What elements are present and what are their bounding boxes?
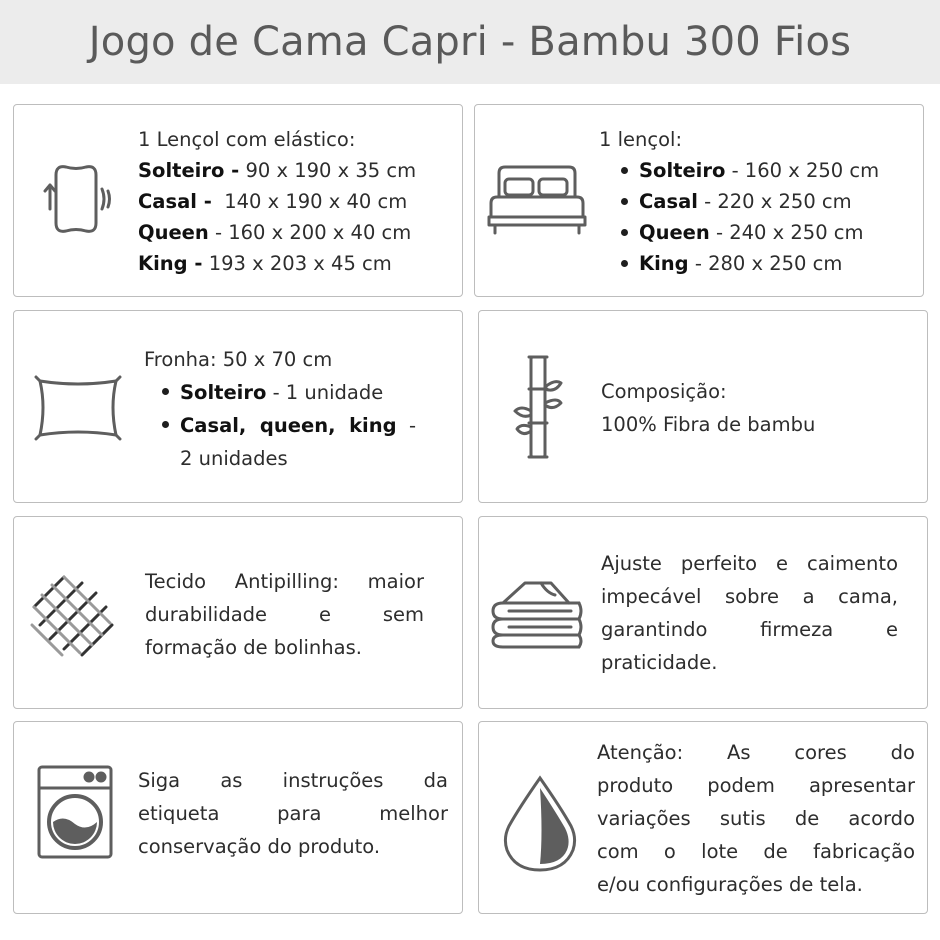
fitted-sheet-text xyxy=(138,124,458,279)
fit-card xyxy=(478,516,928,709)
attention-line: e/ou configurações de tela. xyxy=(597,873,863,896)
flat-sheet-card xyxy=(474,104,924,297)
pillowcase-text xyxy=(144,343,426,475)
list-item: Solteiro - 160 x 250 cm xyxy=(617,155,919,186)
care-text xyxy=(138,764,448,863)
antipilling-line: formação de bolinhas. xyxy=(145,636,362,659)
page-title: Jogo de Cama Capri - Bambu 300 Fios xyxy=(88,19,852,65)
list-item: Queen - 240 x 250 cm xyxy=(617,217,919,248)
antipilling-line: Tecido Antipilling: maior xyxy=(145,570,424,593)
attention-card xyxy=(478,721,928,914)
fitted-sheet-row: Solteiro - 90 x 190 x 35 cm xyxy=(138,159,417,182)
list-item: King - 280 x 250 cm xyxy=(617,248,919,279)
antipilling-text xyxy=(145,565,424,664)
care-line: Siga as instruções da xyxy=(138,769,448,792)
fitted-sheet-row: Casal - 140 x 190 x 40 cm xyxy=(138,190,408,213)
fit-line: impecável sobre a cama, xyxy=(601,585,898,608)
fit-line: Ajuste perfeito e caimento xyxy=(601,552,898,575)
page-header xyxy=(0,0,940,84)
fabric-weave-icon xyxy=(24,567,120,663)
list-item: Casal - 220 x 250 cm xyxy=(617,186,919,217)
fitted-sheet-icon xyxy=(42,161,122,237)
flat-sheet-heading: 1 lençol: xyxy=(599,128,683,151)
water-drop-icon xyxy=(501,774,579,874)
attention-line: produto podem apresentar xyxy=(597,774,915,797)
fitted-sheet-heading: 1 Lençol com elástico: xyxy=(138,128,356,151)
care-card xyxy=(13,721,463,914)
pillowcase-heading: Fronha: 50 x 70 cm xyxy=(144,348,333,371)
folded-sheets-icon xyxy=(489,575,585,649)
fit-line: praticidade. xyxy=(601,651,718,674)
pillow-icon xyxy=(32,373,124,443)
fitted-sheet-row: King - 193 x 203 x 45 cm xyxy=(138,252,392,275)
attention-line: com o lote de fabricação xyxy=(597,840,915,863)
composition-label: Composição: xyxy=(601,380,727,403)
bed-icon xyxy=(487,161,587,241)
fit-text xyxy=(601,547,898,679)
attention-line: variações sutis de acordo xyxy=(597,807,915,830)
composition-value: 100% Fibra de bambu xyxy=(601,413,816,436)
composition-card xyxy=(478,310,928,503)
pillowcase-continuation: 2 unidades xyxy=(180,447,288,470)
fitted-sheet-row: Queen - 160 x 200 x 40 cm xyxy=(138,221,412,244)
fit-line: garantindo firmeza e xyxy=(601,618,898,641)
antipilling-line: durabilidade e sem xyxy=(145,603,424,626)
list-item: Solteiro - 1 unidade xyxy=(158,376,426,409)
care-line: etiqueta para melhor xyxy=(138,802,448,825)
composition-text xyxy=(601,375,901,441)
list-item: Casal, queen, king - xyxy=(158,409,426,442)
attention-line: Atenção: As cores do xyxy=(597,741,915,764)
washing-machine-icon xyxy=(36,764,114,860)
care-line: conservação do produto. xyxy=(138,835,381,858)
bamboo-icon xyxy=(511,353,567,461)
fitted-sheet-card xyxy=(13,104,463,297)
flat-sheet-text xyxy=(599,124,919,279)
pillowcase-card xyxy=(13,310,463,503)
antipilling-card xyxy=(13,516,463,709)
attention-text xyxy=(597,736,915,901)
